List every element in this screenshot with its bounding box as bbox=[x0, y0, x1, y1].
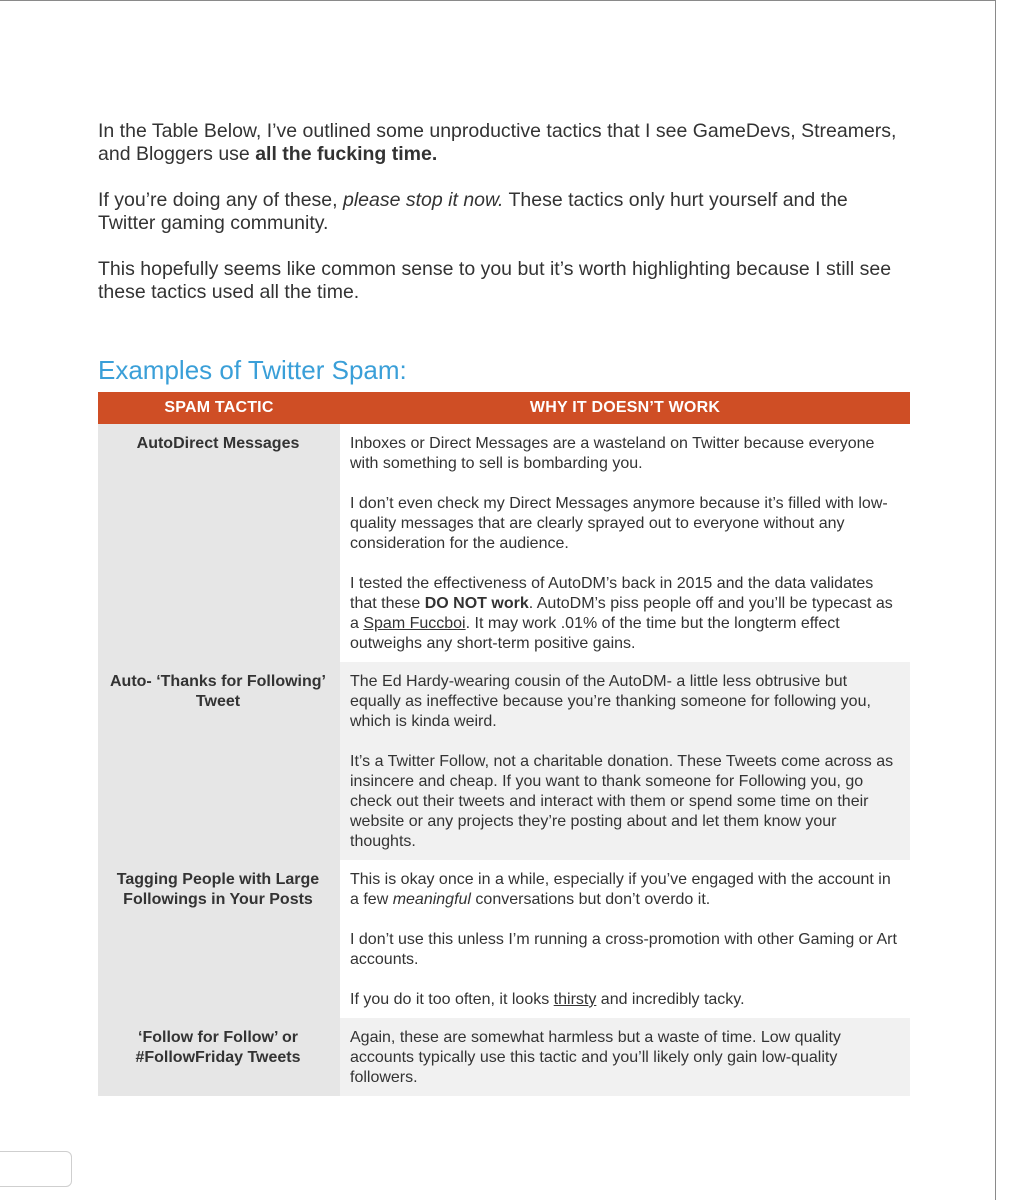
text-span: This is okay once in a while, especially if you’ve engaged with the account in a few bbox=[350, 871, 891, 908]
text-span: conversations but don’t overdo it. bbox=[470, 891, 711, 908]
description-cell bbox=[340, 424, 910, 662]
table-row bbox=[98, 860, 910, 1018]
italic-text: meaningful bbox=[392, 891, 471, 908]
description-paragraph: I don’t even check my Direct Messages anymore because it’s filled with low-quality messages that are clearly sprayed out to everyone without any consideration for the audience. bbox=[350, 495, 888, 552]
intro-p1-text: In the Table Below, I’ve outlined some unproductive tactics that I see GameDevs, Streamers, and Bloggers use bbox=[98, 120, 897, 165]
tactic-line: #FollowFriday Tweets bbox=[135, 1049, 301, 1066]
intro-p2-italic: please stop it now. bbox=[343, 189, 504, 211]
description-paragraph bbox=[350, 574, 898, 654]
spam-tactics-table bbox=[98, 392, 910, 1096]
description-paragraph: The Ed Hardy-wearing cousin of the AutoDM- a little less obtrusive but equally as ineffective because you’re thanking someone for following you, which is kinda weird. bbox=[350, 673, 871, 730]
tactic-line: Followings in Your Posts bbox=[123, 891, 313, 908]
intro-paragraph-2 bbox=[98, 189, 910, 235]
intro-p2-text: If you’re doing any of these, bbox=[98, 189, 343, 211]
thirsty-link[interactable]: thirsty bbox=[553, 991, 597, 1008]
description-cell bbox=[340, 662, 910, 860]
description-paragraph: Inboxes or Direct Messages are a wasteland on Twitter because everyone with something to sell is bombarding you. bbox=[350, 435, 875, 472]
table-row bbox=[98, 1018, 910, 1096]
description-paragraph: It’s a Twitter Follow, not a charitable donation. These Tweets come across as insincere and cheap. If you want to thank someone for Following you, go check out their tweets and interact with them or spend some time on their website or any projects they’re posting about and let them know your thoughts. bbox=[350, 753, 894, 850]
header-spam-tactic: SPAM TACTIC bbox=[98, 392, 340, 424]
table-row bbox=[98, 662, 910, 860]
window-top-border bbox=[0, 0, 995, 1]
description-paragraph bbox=[350, 990, 898, 1010]
table-header-row bbox=[98, 392, 910, 424]
tactic-cell bbox=[98, 1018, 340, 1096]
header-why-it-doesnt-work: WHY IT DOESN’T WORK bbox=[340, 392, 910, 424]
intro-p2-rest: These tactics only hurt yourself and the Twitter gaming community. bbox=[98, 189, 848, 234]
description-paragraph: I don’t use this unless I’m running a cross-promotion with other Gaming or Art accounts. bbox=[350, 931, 897, 968]
tactic-line: Auto- ‘Thanks for Following’ bbox=[110, 673, 326, 690]
text-span: I tested the effectiveness of AutoDM’s back in 2015 and the data validates that these bbox=[350, 575, 874, 612]
text-span: . It may work .01% of the time but the longterm effect outweighs any short-term positive gains. bbox=[350, 615, 840, 652]
intro-p1-bold: all the fucking time. bbox=[255, 143, 438, 165]
description-paragraph: Again, these are somewhat harmless but a waste of time. Low quality accounts typically use this tactic and you’ll likely only gain low-quality followers. bbox=[350, 1029, 841, 1086]
description-cell bbox=[340, 860, 910, 1018]
text-span: . AutoDM’s piss people off and you’ll be typecast as a bbox=[350, 595, 893, 632]
description-paragraph bbox=[350, 870, 898, 910]
corner-button[interactable] bbox=[0, 1151, 72, 1187]
description-cell bbox=[340, 1018, 910, 1096]
tactic-cell bbox=[98, 860, 340, 1018]
tactic-line: Tweet bbox=[195, 693, 241, 710]
tactic-line: Tagging People with Large bbox=[116, 871, 320, 888]
text-span: and incredibly tacky. bbox=[596, 991, 745, 1008]
intro-paragraph-3: This hopefully seems like common sense to you but it’s worth highlighting because I still see these tactics used all the time. bbox=[98, 258, 892, 303]
document-page bbox=[98, 120, 910, 1096]
tactic-cell bbox=[98, 662, 340, 860]
bold-text: DO NOT work bbox=[424, 595, 529, 612]
tactic-cell: AutoDirect Messages bbox=[98, 424, 340, 662]
section-title: Examples of Twitter Spam: bbox=[98, 355, 407, 385]
window-right-border bbox=[995, 0, 996, 1200]
table-row bbox=[98, 424, 910, 662]
tactic-line: ‘Follow for Follow’ or bbox=[138, 1029, 298, 1046]
intro-paragraph-1 bbox=[98, 120, 910, 166]
text-span: If you do it too often, it looks bbox=[350, 991, 554, 1008]
spam-fuccboi-link[interactable]: Spam Fuccboi bbox=[363, 615, 466, 632]
